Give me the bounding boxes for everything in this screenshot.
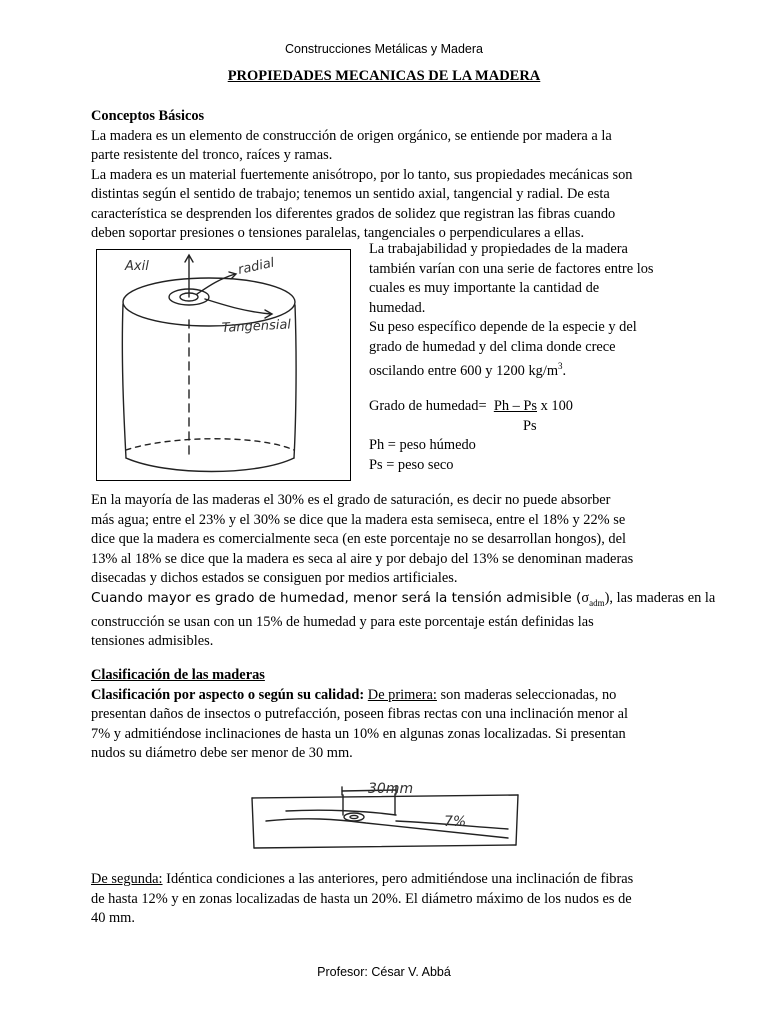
plank-bottom-edge xyxy=(254,845,516,848)
paragraph-line: deben soportar presiones o tensiones paralelas, tangenciales o perpendiculares a ellas. xyxy=(91,225,585,241)
paragraph-line: cuales es muy importante la cantidad de xyxy=(369,280,600,296)
paragraph-line: nudos su diámetro debe ser menor de 30 mm. xyxy=(91,745,353,761)
grain-line-upper xyxy=(286,810,396,815)
cylinder-bottom-front xyxy=(126,458,294,472)
plank-right-edge xyxy=(516,795,518,845)
paragraph-line: parte resistente del tronco, raíces y ramas. xyxy=(91,147,333,163)
plank-knot-figure xyxy=(246,781,524,853)
paragraph-line: La trabajabilidad y propiedades de la madera xyxy=(369,241,628,257)
page-header: Construcciones Metálicas y Madera xyxy=(285,42,483,56)
cylinder-right-side xyxy=(294,305,296,458)
formula-label: Grado de humedad= xyxy=(369,398,487,414)
cylinder-sketch xyxy=(97,250,350,480)
unit-exponent: 3 xyxy=(558,361,563,371)
grain-line xyxy=(266,819,508,838)
period: . xyxy=(562,362,567,379)
radial-arrow xyxy=(197,274,235,294)
formula-line xyxy=(369,397,689,417)
cylinder-bottom-back xyxy=(126,439,294,450)
paragraph-line: tensiones admisibles. xyxy=(91,633,214,650)
label-de-segunda: De segunda: xyxy=(91,871,163,887)
cylinder-left-side xyxy=(122,304,126,458)
paragraph-line-peso-especifico xyxy=(369,357,689,381)
paragraph-line: En la mayoría de las maderas el 30% es el grado de saturación, es decir no puede absorber xyxy=(91,492,611,508)
paragraph-line: humedad. xyxy=(369,299,426,316)
section-clasificacion xyxy=(91,666,691,764)
knot-outline xyxy=(344,813,364,821)
tension-text: Cuando mayor es grado de humedad, menor será la tensión admisible ( xyxy=(91,589,582,606)
paragraph-line: 40 mm. xyxy=(91,910,135,926)
paragraph-line: 7% y admitiéndose inclinaciones de hasta un 10% en algunas zonas localizadas. Si presentan xyxy=(91,725,626,742)
document-title: PROPIEDADES MECANICAS DE LA MADERA xyxy=(227,68,541,84)
section-heading-conceptos: Conceptos Básicos xyxy=(91,108,205,124)
subheading-calidad: Clasificación por aspecto o según su calidad: xyxy=(91,686,365,703)
paragraph-line: distintas según el sentido de trabajo; tenemos un sentido axial, tangencial y radial. De esta xyxy=(91,186,610,202)
knot-core xyxy=(350,815,358,818)
label-tangencial: Tangensial xyxy=(221,317,292,336)
section-de-segunda xyxy=(91,870,691,929)
paragraph-line: Su peso específico depende de la especie y del xyxy=(369,319,637,335)
formula-numerator: Ph – Ps xyxy=(493,398,538,414)
formula-multiplier: x 100 xyxy=(540,398,574,414)
definition-ph: Ph = peso húmedo xyxy=(369,437,476,453)
label-30mm: 30mm xyxy=(368,781,414,797)
tension-text-end: ), las maderas en la xyxy=(604,589,716,606)
paragraph-line: presentan daños de insectos o putrefacción, poseen fibras rectas con una inclinación menor al xyxy=(91,706,629,722)
paragraph-line: dice que la madera es comercialmente seca (en este porcentaje no se desarrollan hongos), del xyxy=(91,531,627,547)
label-axil: Axil xyxy=(125,259,149,274)
tangential-arrow xyxy=(205,299,271,314)
wood-axes-figure xyxy=(96,249,351,481)
section-humedad xyxy=(91,491,716,652)
label-de-primera: De primera: xyxy=(367,686,437,703)
paragraph-line-tension xyxy=(91,589,716,613)
section-heading-clasificacion: Clasificación de las maderas xyxy=(91,667,265,683)
sigma-subscript: adm xyxy=(589,597,605,608)
segunda-text: Idéntica condiciones a las anteriores, pero admitiéndose una inclinación de fibras xyxy=(166,871,634,887)
peso-especifico-text: oscilando entre 600 y 1200 kg/m xyxy=(369,362,559,379)
paragraph-line: 13% al 18% se dice que la madera es seca al aire y por debajo del 13% se denominan maderas xyxy=(91,550,634,567)
formula-denominator: Ps xyxy=(523,417,537,434)
paragraph-line-primera xyxy=(91,686,691,706)
moisture-formula xyxy=(369,397,689,475)
section-conceptos-basicos xyxy=(91,107,691,244)
paragraph-line: grado de humedad y del clima donde crece xyxy=(369,338,616,355)
side-text-humedad xyxy=(369,240,689,381)
page-footer: Profesor: César V. Abbá xyxy=(317,965,451,979)
primera-text: son maderas seleccionadas, no xyxy=(440,686,617,703)
paragraph-line: La madera es un material fuertemente anisótropo, por lo tanto, sus propiedades mecánicas son xyxy=(91,166,633,183)
paragraph-line: más agua; entre el 23% y el 30% se dice que la madera esta semiseca, entre el 18% y 22% se xyxy=(91,511,626,528)
definition-ps: Ps = peso seco xyxy=(369,456,454,473)
paragraph-line-segunda xyxy=(91,870,691,890)
plank-sketch xyxy=(246,781,524,853)
paragraph-line: de hasta 12% y en zonas localizadas de hasta un 20%. El diámetro máximo de los nudos es de xyxy=(91,890,632,907)
sigma-symbol: σ xyxy=(581,589,590,606)
label-7-percent: 7% xyxy=(444,814,467,830)
paragraph-line: también varían con una serie de factores entre los xyxy=(369,260,654,277)
paragraph-line: construcción se usan con un 15% de humedad y para este porcentaje están definidas las xyxy=(91,613,594,630)
plank-left-edge xyxy=(252,798,254,848)
paragraph-line: La madera es un elemento de construcción de origen orgánico, se entiende por madera a la xyxy=(91,127,612,144)
paragraph-line: disecadas y dichos estados se consiguen por medios artificiales. xyxy=(91,570,458,586)
label-radial: radial xyxy=(236,255,276,278)
paragraph-line: característica se desprenden los diferentes grados de solidez que registran las fibras cuando xyxy=(91,205,616,222)
